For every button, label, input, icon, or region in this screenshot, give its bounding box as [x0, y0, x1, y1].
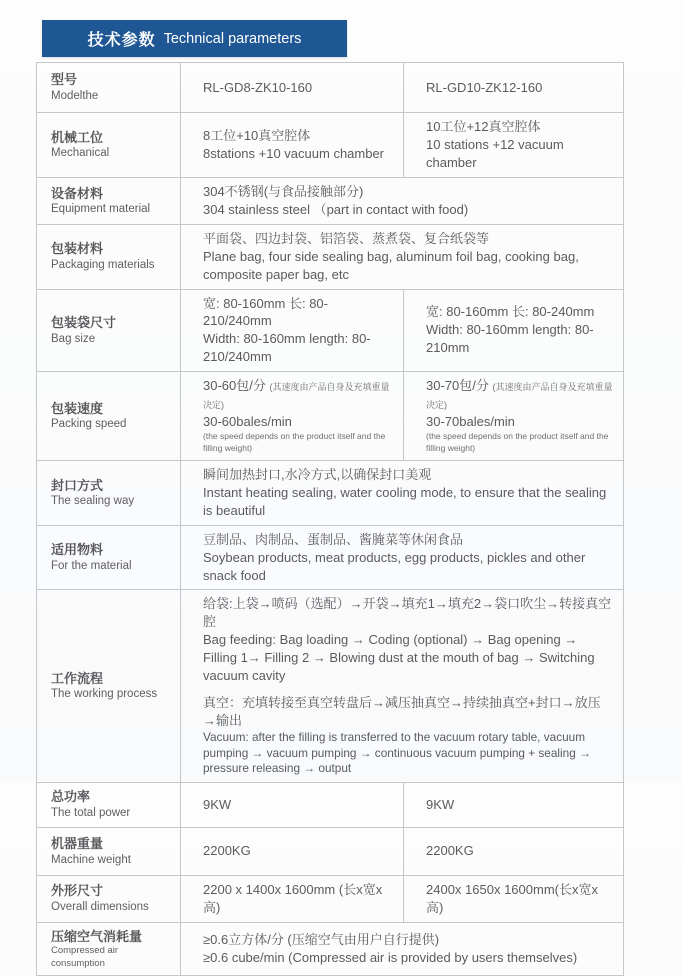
value-text: RL-GD10-ZK12-160 — [426, 79, 543, 95]
page-title-en: Technical parameters — [163, 30, 302, 47]
row-label-en: For the material — [51, 559, 132, 572]
table-row — [37, 177, 624, 224]
value-line — [203, 127, 393, 145]
table-row — [37, 827, 624, 875]
row-label — [37, 63, 181, 113]
value-line — [203, 248, 613, 284]
row-value-cell — [181, 782, 404, 827]
value-text: ≥0.6立方体/分 (压缩空气由用户自行提供) — [203, 931, 440, 947]
value-line — [426, 303, 613, 321]
value-line — [203, 183, 613, 201]
value-text: ≥0.6 cube/min (Compressed air is provided by users themselves) — [203, 949, 578, 965]
value-text: 真空：充填转接至真空转盘后→减压抽真空→持续抽真空+封口→放压→输出 — [203, 695, 601, 729]
row-value-cell — [181, 177, 624, 224]
row-value-cell — [181, 289, 404, 372]
value-text: 宽: 80-160mm 长: 80-240mm — [426, 304, 595, 320]
value-line — [426, 842, 613, 860]
row-value-cell — [181, 827, 404, 875]
value-text: 瞬间加热封口,水冷方式,以确保封口美观 — [203, 466, 432, 482]
value-line — [426, 796, 613, 814]
row-label — [37, 224, 181, 289]
row-value-cell — [181, 922, 624, 975]
value-line — [203, 842, 393, 860]
value-text: 2200 x 1400x 1600mm (长x宽x高) — [203, 881, 383, 915]
row-value-cell — [181, 63, 404, 113]
value-text: 30-60包/分 — [203, 378, 270, 394]
value-text: 2200KG — [203, 843, 251, 859]
row-label-en: The total power — [51, 807, 131, 820]
row-label-zh: 包装速度 — [51, 400, 104, 416]
value-text: 2200KG — [426, 843, 474, 859]
value-line — [203, 145, 393, 163]
value-line — [203, 330, 393, 366]
value-text: 10工位+12真空腔体 — [426, 119, 541, 134]
value-line — [203, 549, 613, 585]
value-text: Soybean products, meat products, egg products, pickles and other snack food — [203, 549, 586, 583]
row-label-en: Bag size — [51, 332, 96, 345]
row-label-zh: 适用物料 — [51, 542, 104, 558]
row-value-cell — [404, 63, 624, 113]
value-line — [203, 531, 613, 549]
row-label — [37, 782, 181, 827]
row-label-zh: 包装袋尺寸 — [51, 315, 117, 331]
row-value-cell — [181, 525, 624, 590]
value-text: Instant heating sealing, water cooling mode, to ensure that the sealing is beautiful — [203, 484, 607, 518]
row-label-en: Overall dimensions — [51, 901, 149, 914]
row-label — [37, 827, 181, 875]
value-text: 8工位+10真空腔体 — [203, 127, 311, 143]
value-text: 30-70包/分 — [426, 378, 493, 394]
spec-table-body — [37, 63, 624, 976]
value-text: Width: 80-160mm length: 80-210mm — [426, 322, 594, 356]
spec-table-container — [36, 62, 623, 976]
row-value-cell — [181, 224, 624, 289]
row-label-en: Machine weight — [51, 853, 131, 866]
value-line — [203, 413, 393, 431]
row-label-zh: 总功率 — [51, 789, 91, 805]
table-row — [37, 224, 624, 289]
section-header-banner — [42, 20, 347, 57]
value-line — [426, 413, 613, 431]
value-line — [203, 295, 393, 331]
value-line — [203, 694, 613, 730]
value-line — [203, 377, 393, 413]
value-text: 宽: 80-160mm 长: 80-210/240mm — [203, 295, 328, 329]
row-label-en: Equipment material — [51, 203, 151, 216]
row-label-zh: 封口方式 — [51, 477, 104, 493]
row-label — [37, 875, 181, 922]
value-text: 30-60bales/min — [203, 414, 292, 430]
value-line — [203, 631, 613, 685]
row-label-en: Packing speed — [51, 418, 127, 431]
value-text: Vacuum: after the filling is transferred to the vacuum rotary table, vacuum pumping → vacuum pumping → continuous vacuum pumping + sealing → pressure releasing → output — [203, 730, 591, 776]
value-line — [203, 230, 613, 248]
row-value-cell — [404, 875, 624, 922]
value-text: 给袋:上袋→喷码（选配）→开袋→填充1→填充2→袋口吹尘→转接真空腔 — [203, 596, 612, 630]
value-text: 9KW — [203, 796, 232, 812]
table-row — [37, 782, 624, 827]
value-line — [426, 881, 613, 917]
value-note: (其速度由产品自身及充填重量决定) — [203, 382, 390, 411]
spec-table — [36, 62, 624, 976]
value-line — [203, 201, 613, 219]
value-line — [426, 377, 613, 413]
row-label-zh: 机械工位 — [51, 129, 104, 145]
row-label-zh: 压缩空气消耗量 — [51, 928, 143, 944]
row-label-zh: 包装材料 — [51, 241, 104, 257]
value-note: (其速度由产品自身及充填重量决定) — [426, 382, 613, 411]
row-value-cell — [181, 875, 404, 922]
value-line — [426, 118, 613, 136]
value-text: 平面袋、四边封袋、铝箔袋、蒸煮袋、复合纸袋等 — [203, 230, 490, 246]
value-line — [203, 881, 393, 917]
row-label-zh: 机器重量 — [51, 835, 104, 851]
row-label-zh: 外形尺寸 — [51, 883, 104, 899]
row-value-cell — [404, 113, 624, 178]
row-value-cell — [404, 372, 624, 461]
value-text: 304不锈钢(与食品接触部分) — [203, 183, 364, 199]
value-line — [426, 136, 613, 172]
table-row — [37, 460, 624, 525]
value-line — [203, 949, 613, 967]
value-line — [203, 431, 393, 455]
value-text: 10 stations +12 vacuum chamber — [426, 136, 564, 170]
table-row — [37, 63, 624, 113]
row-label — [37, 113, 181, 178]
value-line — [203, 796, 393, 814]
value-line — [203, 931, 613, 949]
value-text: (the speed depends on the product itself and the filling weight) — [426, 431, 609, 453]
value-text: 304 stainless steel （part in contact with food) — [203, 201, 469, 217]
row-label-zh: 型号 — [51, 72, 78, 88]
row-label — [37, 922, 181, 975]
row-label-en: Packaging materials — [51, 258, 155, 271]
value-text: Width: 80-160mm length: 80-210/240mm — [203, 331, 371, 365]
row-value-cell — [404, 827, 624, 875]
value-text: 9KW — [426, 796, 455, 812]
row-label-zh: 设备材料 — [51, 185, 104, 201]
row-label-en: Modelthe — [51, 89, 99, 102]
row-value-cell — [181, 460, 624, 525]
table-row — [37, 372, 624, 461]
row-label-en: The sealing way — [51, 495, 135, 508]
table-row — [37, 525, 624, 590]
value-text: 豆制品、肉制品、蛋制品、酱腌菜等休闲食品 — [203, 531, 464, 547]
row-value-cell — [181, 113, 404, 178]
row-label — [37, 460, 181, 525]
row-value-cell — [181, 590, 624, 782]
row-label — [37, 590, 181, 782]
value-text: RL-GD8-ZK10-160 — [203, 79, 313, 95]
row-label — [37, 289, 181, 372]
table-row — [37, 289, 624, 372]
value-line — [426, 79, 613, 97]
value-line — [203, 79, 393, 97]
row-label — [37, 177, 181, 224]
value-text: 8stations +10 vacuum chamber — [203, 145, 385, 161]
value-line — [426, 431, 613, 455]
value-line — [203, 484, 613, 520]
value-text: 30-70bales/min — [426, 414, 515, 430]
value-line — [203, 466, 613, 484]
value-text: (the speed depends on the product itself and the filling weight) — [203, 431, 386, 453]
row-label — [37, 372, 181, 461]
value-line — [426, 321, 613, 357]
row-label-en: Compressed air consumption — [51, 945, 119, 969]
value-line — [203, 730, 613, 777]
table-row — [37, 590, 624, 782]
row-label-zh: 工作流程 — [51, 670, 104, 686]
value-text: Bag feeding: Bag loading → Coding (optional) → Bag opening → Filling 1→ Filling 2 → Blowing dust at the mouth of bag → Switching vacuum cavity — [203, 632, 595, 684]
page-title-zh: 技术参数 — [87, 32, 156, 49]
row-label-en: Mechanical — [51, 147, 110, 160]
row-value-cell — [181, 372, 404, 461]
row-label — [37, 525, 181, 590]
row-value-cell — [404, 289, 624, 372]
value-text: Plane bag, four side sealing bag, aluminum foil bag, cooking bag, composite paper bag, etc — [203, 248, 579, 282]
row-label-en: The working process — [51, 688, 158, 701]
row-value-cell — [404, 782, 624, 827]
table-row — [37, 113, 624, 178]
table-row — [37, 875, 624, 922]
table-row — [37, 922, 624, 975]
value-line — [203, 595, 613, 631]
value-text: 2400x 1650x 1600mm(长x宽x高) — [426, 881, 598, 915]
